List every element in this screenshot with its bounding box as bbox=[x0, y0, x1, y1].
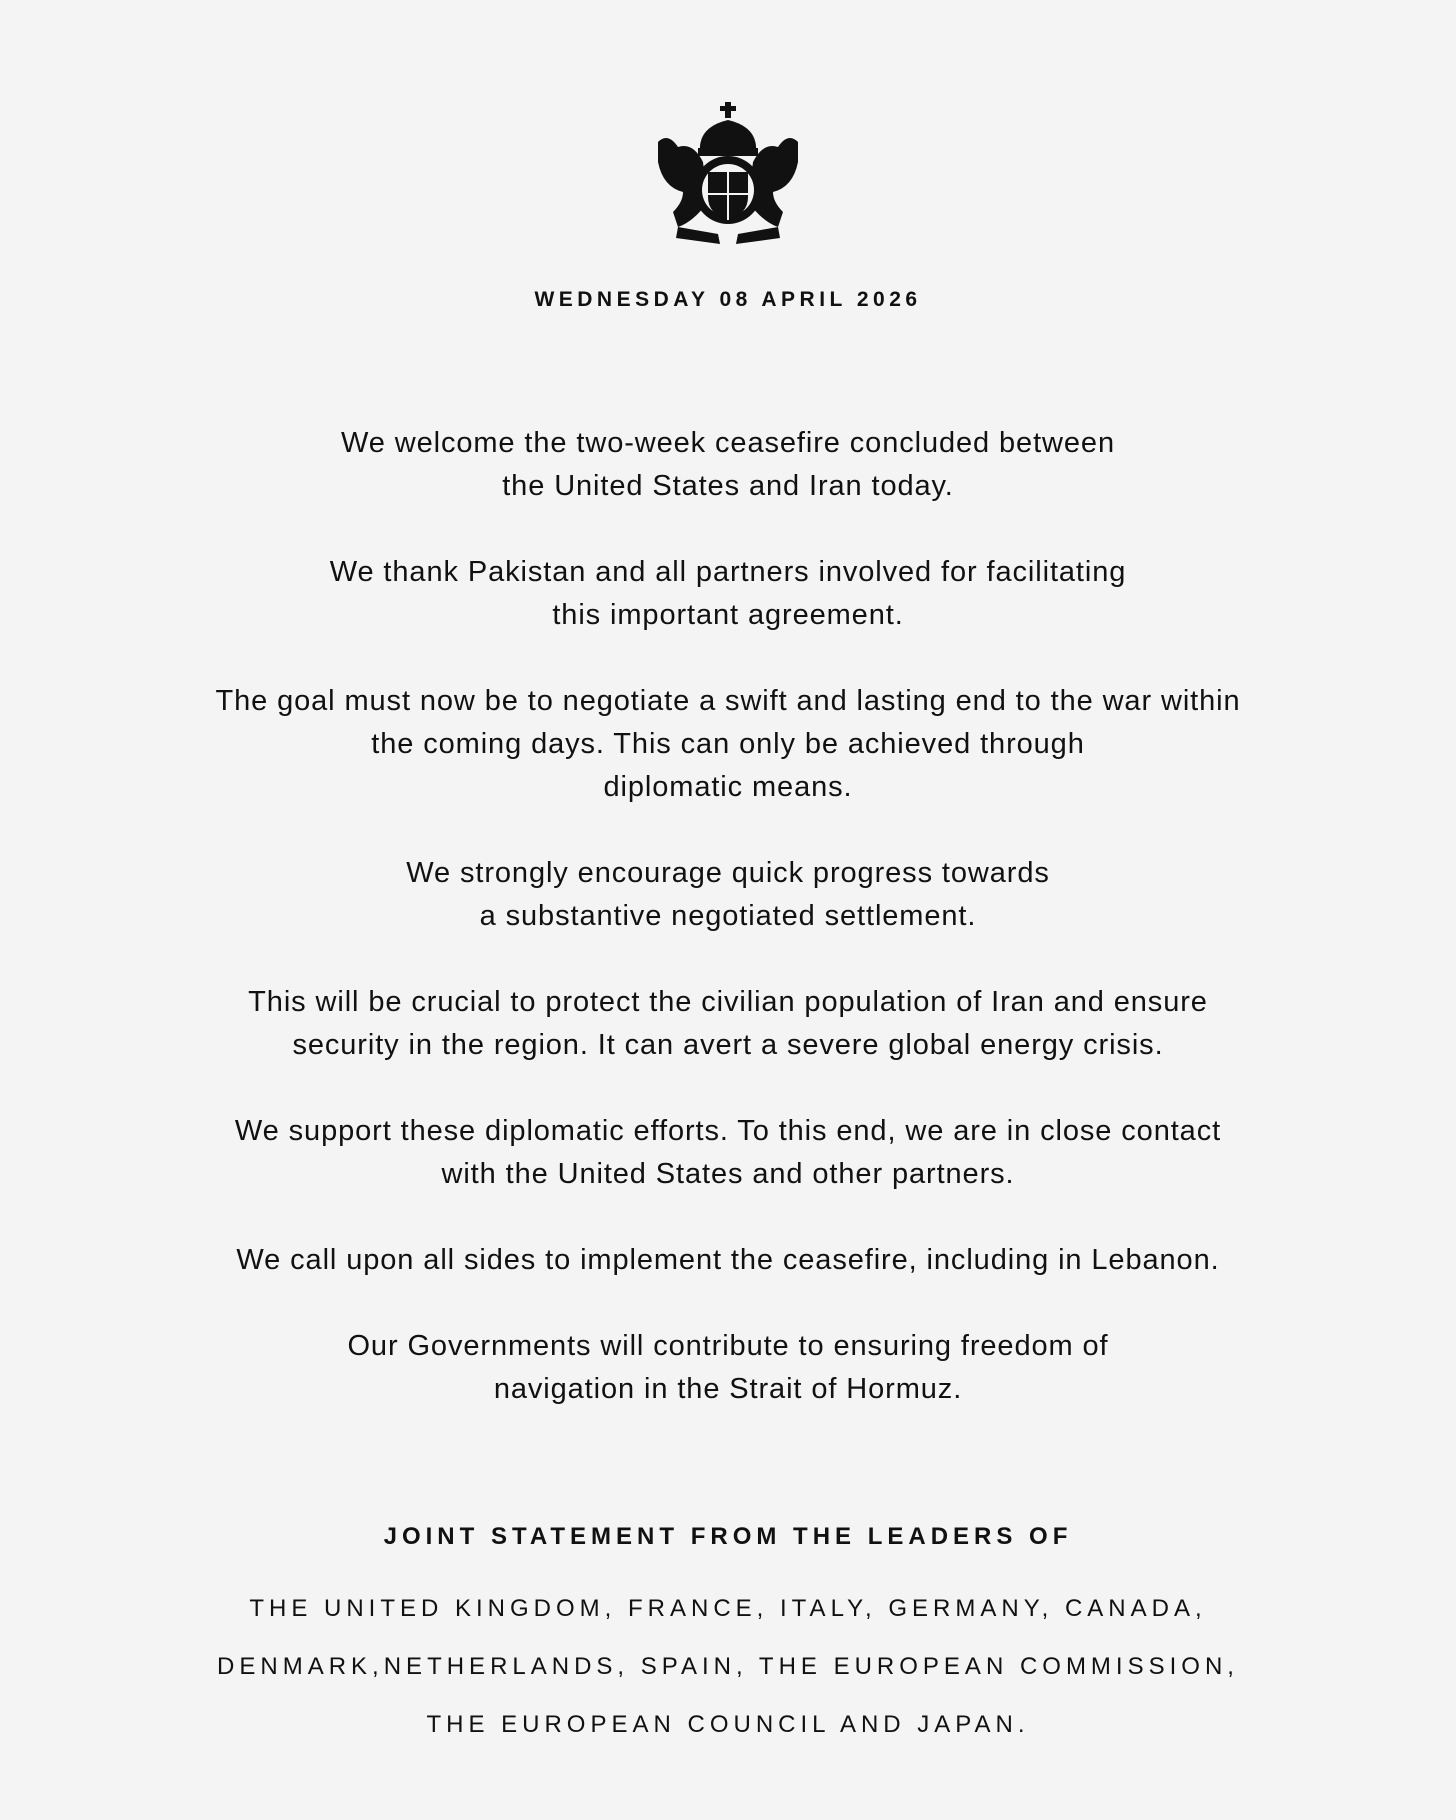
paragraph-line: security in the region. It can avert a severe global energy crisis. bbox=[292, 1029, 1164, 1061]
statement-paragraph bbox=[0, 551, 1456, 637]
paragraph-line: this important agreement. bbox=[552, 599, 904, 631]
paragraph-line: with the United States and other partners. bbox=[441, 1158, 1015, 1190]
paragraph-line: diplomatic means. bbox=[603, 771, 853, 803]
statement-paragraph bbox=[0, 1325, 1456, 1411]
leaders-line: THE UNITED KINGDOM, FRANCE, ITALY, GERMANY, CANADA, bbox=[249, 1595, 1207, 1622]
paragraph-line: Our Governments will contribute to ensuring freedom of bbox=[347, 1330, 1109, 1362]
royal-coat-of-arms-logo bbox=[648, 102, 808, 247]
statement-paragraph bbox=[0, 981, 1456, 1067]
statement-paragraph bbox=[0, 1110, 1456, 1196]
paragraph-line: a substantive negotiated settlement. bbox=[479, 900, 977, 932]
statement-paragraph bbox=[0, 852, 1456, 938]
statement-body bbox=[0, 422, 1456, 1454]
leaders-line: THE EUROPEAN COUNCIL AND JAPAN. bbox=[426, 1711, 1030, 1738]
paragraph-line: We call upon all sides to implement the ceasefire, including in Lebanon. bbox=[236, 1244, 1220, 1276]
paragraph-line: the United States and Iran today. bbox=[502, 470, 954, 502]
leaders-line: DENMARK,NETHERLANDS, SPAIN, THE EUROPEAN COMMISSION, bbox=[217, 1653, 1239, 1680]
paragraph-line: We support these diplomatic efforts. To this end, we are in close contact bbox=[234, 1115, 1222, 1147]
paragraph-line: The goal must now be to negotiate a swift and lasting end to the war within bbox=[215, 685, 1241, 717]
paragraph-line: This will be crucial to protect the civilian population of Iran and ensure bbox=[248, 986, 1208, 1018]
joint-statement-heading: JOINT STATEMENT FROM THE LEADERS OF bbox=[383, 1523, 1073, 1550]
statement-date: WEDNESDAY 08 APRIL 2026 bbox=[534, 288, 922, 311]
statement-paragraph bbox=[0, 1239, 1456, 1282]
paragraph-line: the coming days. This can only be achieved through bbox=[371, 728, 1085, 760]
paragraph-line: We thank Pakistan and all partners involved for facilitating bbox=[329, 556, 1127, 588]
leaders-list bbox=[0, 1580, 1456, 1754]
paragraph-line: We strongly encourage quick progress towards bbox=[406, 857, 1050, 889]
statement-paragraph bbox=[0, 680, 1456, 809]
paragraph-line: navigation in the Strait of Hormuz. bbox=[493, 1373, 963, 1405]
paragraph-line: We welcome the two-week ceasefire concluded between bbox=[341, 427, 1115, 459]
statement-paragraph bbox=[0, 422, 1456, 508]
